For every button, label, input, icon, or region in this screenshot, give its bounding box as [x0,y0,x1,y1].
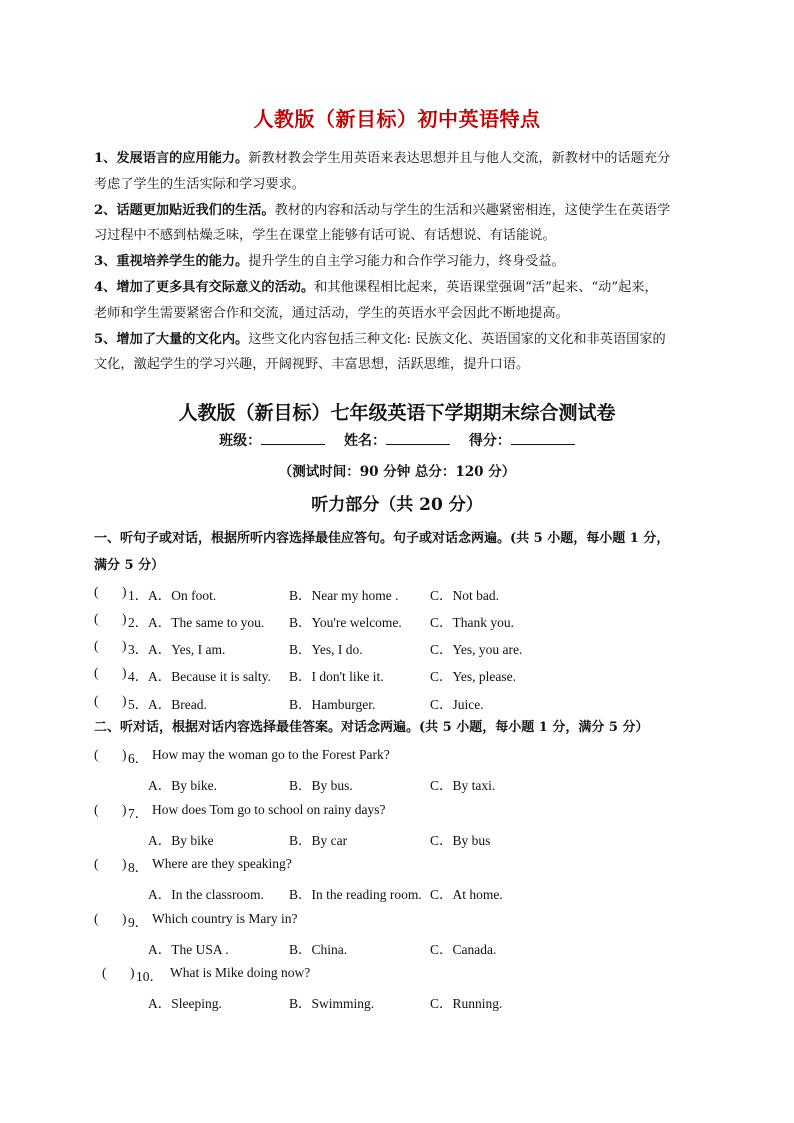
feature-text: 习过程中不感到枯燥乏味，学生在课堂上能够有话可说、有话想说、有话能说。 [94,228,556,244]
listening-header: 听力部分（共 20 分） [311,495,483,515]
feature-line [94,352,706,378]
section2-instruction: 二、听对话，根据对话内容选择最佳答案。对话念两遍。(共 5 小题，每小题 1 分，满分 5 分） [94,720,649,735]
question-stem: Where are they speaking? [152,856,292,871]
feature-line [94,249,706,275]
feature-line [94,327,706,353]
feature-line [94,198,706,224]
answer-paren-left: ( [94,856,99,871]
answer-paren-left: ( [94,665,99,680]
question-number: 7． [128,806,149,821]
option-b: B．By car [289,833,348,848]
option-a: A．Sleeping. [148,996,222,1011]
feature-text: 考虑了学生的生活实际和学习要求。 [94,176,305,192]
option-a: A．By bike. [148,778,217,793]
section1-instruction-line: 满分 5 分） [94,558,165,573]
answer-paren-left: ( [94,638,99,653]
question-stem: How may the woman go to the Forest Park? [152,747,390,762]
student-info-line [0,430,794,450]
feature-line [94,146,706,172]
feature-line [94,223,706,249]
name-blank[interactable] [386,430,450,445]
feature-head: 4、增加了更多具有交际意义的活动。 [94,279,315,295]
option-c: C．Not bad. [430,588,499,603]
feature-line [94,172,706,198]
feature-text: 文化，激起学生的学习兴趣，开阔视野、丰富思想，活跃思维，提升口语。 [94,357,530,373]
option-c: C．Yes, you are. [430,642,523,657]
option-b: B．Swimming. [289,996,375,1011]
answer-paren-right: ) [122,611,127,626]
option-b: B．Yes, I do. [289,642,363,657]
option-a: A．The same to you. [148,615,265,630]
answer-paren-right: ) [122,856,127,871]
answer-paren-left: ( [102,965,107,980]
feature-text: 提升学生的自主学习能力和合作学习能力，终身受益。 [248,254,565,270]
option-c: C．Canada. [430,942,497,957]
feature-line [94,301,706,327]
answer-paren-left: ( [94,584,99,599]
answer-paren-right: ) [122,665,127,680]
option-b: B．Near my home . [289,588,399,603]
question-number: 5． [128,697,149,712]
feature-text: 教材的内容和活动与学生的生活和兴趣紧密相连，这使学生在英语学 [274,202,671,218]
option-a: A．In the classroom. [148,887,264,902]
option-b: B．In the reading room. [289,887,422,902]
answer-paren-left: ( [94,747,99,762]
answer-paren-left: ( [94,611,99,626]
feature-text: 这些文化内容包括三种文化: 民族文化、英语国家的文化和非英语国家的 [248,331,666,347]
option-a: A．On foot. [148,588,217,603]
name-label: 姓名： [344,433,386,449]
question-number: 3． [128,642,149,657]
feature-text: 新教材教会学生用英语来表达思想并且与他人交流，新教材中的话题充分 [248,151,671,166]
answer-paren-right: ) [122,747,127,762]
feature-line [94,275,706,301]
answer-paren-right: ) [122,584,127,599]
answer-paren-right: ) [122,802,127,817]
class-label: 班级： [219,433,262,449]
question-stem: What is Mike doing now? [170,965,311,980]
answer-paren-left: ( [94,911,99,926]
question-number: 6． [128,751,149,766]
score-blank[interactable] [511,430,575,445]
option-b: B．I don't like it. [289,669,384,684]
option-b: B．China. [289,942,348,957]
score-label: 得分： [468,433,511,449]
features-list [94,146,706,378]
answer-paren-left: ( [94,693,99,708]
question-number: 4． [128,669,149,684]
feature-head: 3、重视培养学生的能力。 [94,254,249,270]
option-a: A．Bread. [148,697,207,712]
answer-paren-right: ) [122,911,127,926]
option-c: C．At home. [430,887,503,902]
option-c: C．By bus [430,833,491,848]
exam-title: 人教版（新目标）七年级英语下学期期末综合测试卷 [178,402,616,424]
section1-instruction-line: 一、听句子或对话，根据所听内容选择最佳应答句。句子或对话念两遍。(共 5 小题，每小题 1 分， [94,531,670,546]
option-c: C．Thank you. [430,615,514,630]
answer-paren-right: ) [130,965,135,980]
option-a: A．The USA . [148,942,229,957]
question-number: 9． [128,915,149,930]
answer-paren-left: ( [94,802,99,817]
feature-text: 老师和学生需要紧密合作和交流，通过活动，学生的英语水平会因此不断地提高。 [94,305,569,321]
feature-head: 1、发展语言的应用能力。 [94,151,249,166]
option-c: C．Yes, please. [430,669,517,684]
option-b: B．By bus. [289,778,353,793]
question-number: 1． [128,588,149,603]
answer-paren-right: ) [122,693,127,708]
question-number: 2． [128,615,149,630]
feature-text: 和其他课程相比起来，英语课堂强调“活”起来、“动”起来， [314,279,658,295]
question-number: 10． [136,969,163,984]
option-a: A．Because it is salty. [148,669,271,684]
option-c: C．By taxi. [430,778,496,793]
option-c: C．Juice. [430,697,484,712]
features-title: 人教版（新目标）初中英语特点 [253,107,541,131]
question-stem: How does Tom go to school on rainy days? [152,802,386,817]
option-a: A．Yes, I am. [148,642,226,657]
feature-head: 5、增加了大量的文化内。 [94,331,249,347]
answer-paren-right: ) [122,638,127,653]
time-info: （测试时间：90 分钟 总分：120 分） [278,464,516,480]
question-number: 8． [128,860,149,875]
option-a: A．By bike [148,833,214,848]
option-b: B．You're welcome. [289,615,402,630]
option-c: C．Running. [430,996,503,1011]
class-blank[interactable] [261,430,325,445]
feature-head: 2、话题更加贴近我们的生活。 [94,202,275,218]
question-stem: Which country is Mary in? [152,911,298,926]
option-b: B．Hamburger. [289,697,376,712]
section1-instruction [94,525,714,579]
